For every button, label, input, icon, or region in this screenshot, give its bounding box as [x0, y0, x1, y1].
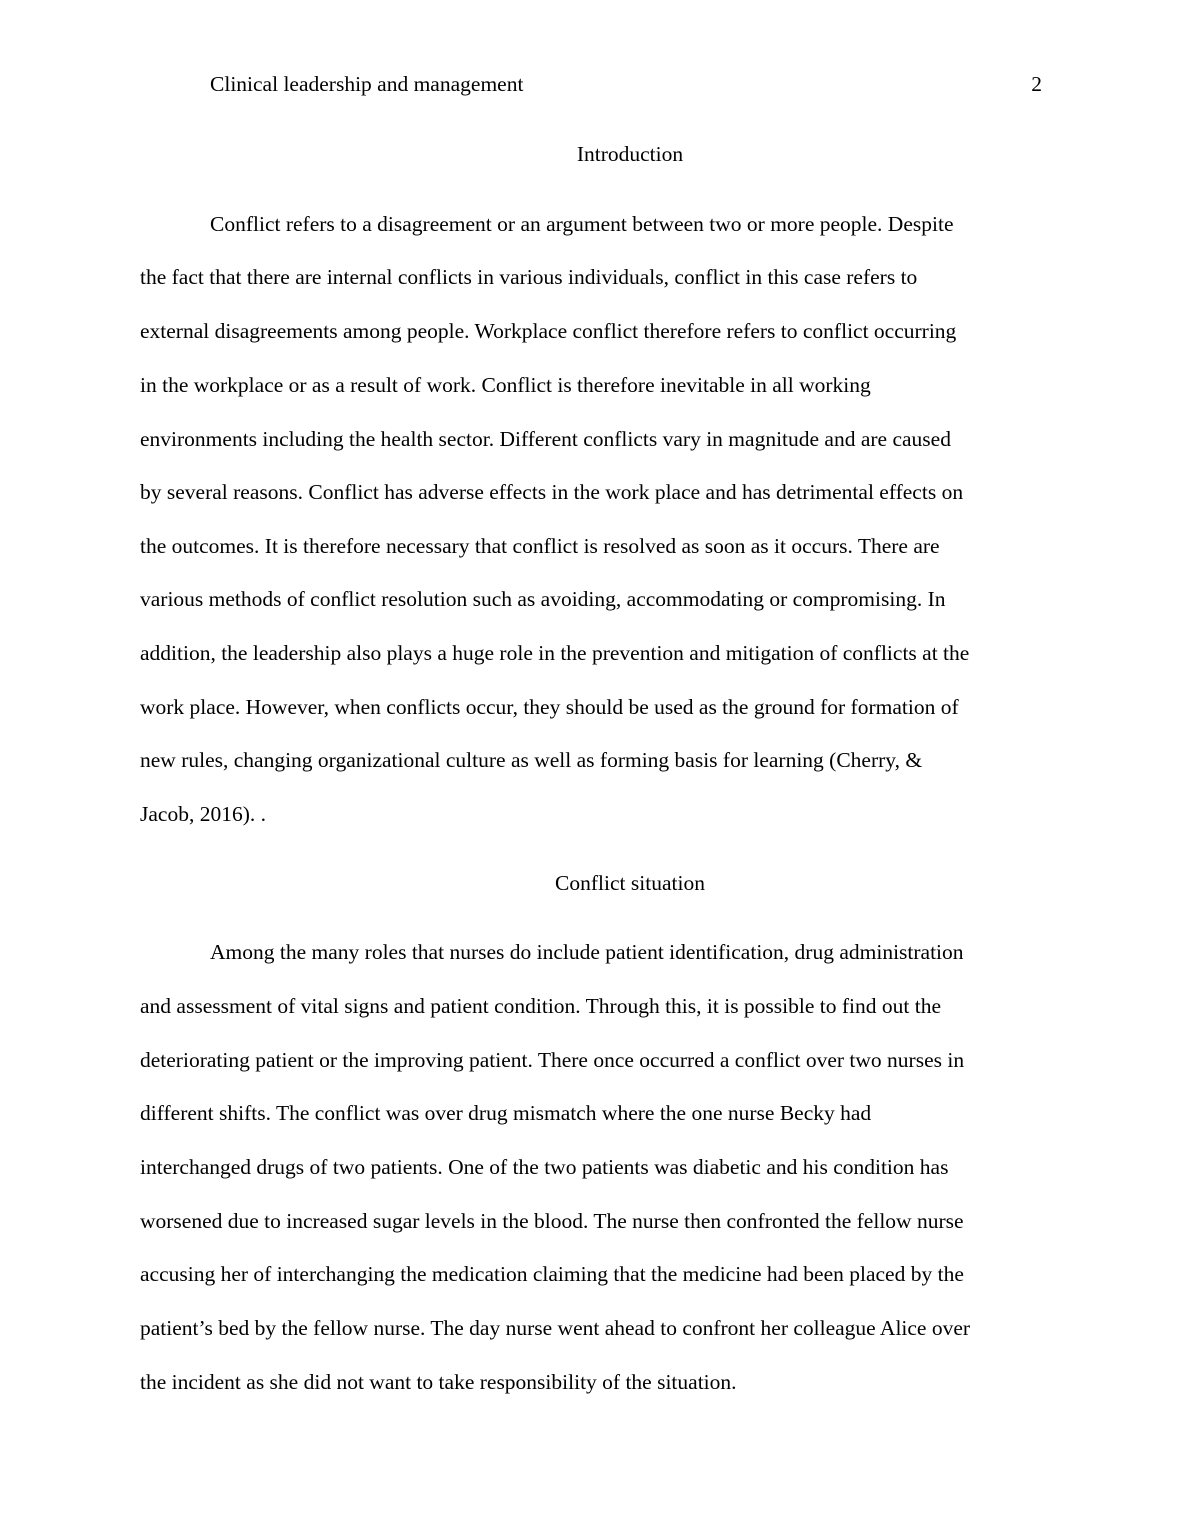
- paragraph-line: various methods of conflict resolution such as avoiding, accommodating or compromising. In: [140, 587, 946, 611]
- paragraph-line: environments including the health sector. Different conflicts vary in magnitude and are caused: [140, 427, 951, 451]
- paragraph-line: the outcomes. It is therefore necessary that conflict is resolved as soon as it occurs. There are: [140, 534, 940, 558]
- paragraph-line: new rules, changing organizational culture as well as forming basis for learning (Cherry, &: [140, 748, 923, 772]
- paragraph-line: and assessment of vital signs and patient condition. Through this, it is possible to find out the: [140, 994, 942, 1018]
- paragraph-line: Jacob, 2016). .: [140, 802, 266, 826]
- running-head-title: Clinical leadership and management: [210, 72, 524, 96]
- paragraph-line: worsened due to increased sugar levels in the blood. The nurse then confronted the fellow nurse: [140, 1209, 964, 1233]
- paragraph-line: in the workplace or as a result of work. Conflict is therefore inevitable in all working: [140, 373, 871, 397]
- paragraph-line: different shifts. The conflict was over drug mismatch where the one nurse Becky had: [140, 1101, 872, 1125]
- paragraph-line: Among the many roles that nurses do include patient identification, drug administration: [210, 940, 964, 964]
- paragraph-line: by several reasons. Conflict has adverse effects in the work place and has detrimental effects on: [140, 480, 964, 504]
- page-number: 2: [1031, 72, 1042, 96]
- paragraph-line: accusing her of interchanging the medication claiming that the medicine had been placed by the: [140, 1262, 964, 1286]
- paragraph-line: the fact that there are internal conflicts in various individuals, conflict in this case refers to: [140, 265, 918, 289]
- paragraph-line: interchanged drugs of two patients. One of the two patients was diabetic and his condition has: [140, 1155, 949, 1179]
- running-header: [210, 70, 1042, 98]
- paragraph-line: addition, the leadership also plays a huge role in the prevention and mitigation of conflicts at the: [140, 641, 970, 665]
- paragraph-line: the incident as she did not want to take responsibility of the situation.: [140, 1370, 737, 1394]
- paragraph-line: Conflict refers to a disagreement or an argument between two or more people. Despite: [210, 212, 954, 236]
- paragraph-line: work place. However, when conflicts occur, they should be used as the ground for formation of: [140, 695, 959, 719]
- paragraph-line: patient’s bed by the fellow nurse. The day nurse went ahead to confront her colleague Alice over: [140, 1316, 971, 1340]
- paragraph-line: external disagreements among people. Workplace conflict therefore refers to conflict occurring: [140, 319, 957, 343]
- section-heading-introduction: Introduction: [576, 142, 684, 166]
- section-heading-conflict-situation: Conflict situation: [555, 871, 705, 895]
- paragraph-line: deteriorating patient or the improving patient. There once occurred a conflict over two nurses in: [140, 1048, 965, 1072]
